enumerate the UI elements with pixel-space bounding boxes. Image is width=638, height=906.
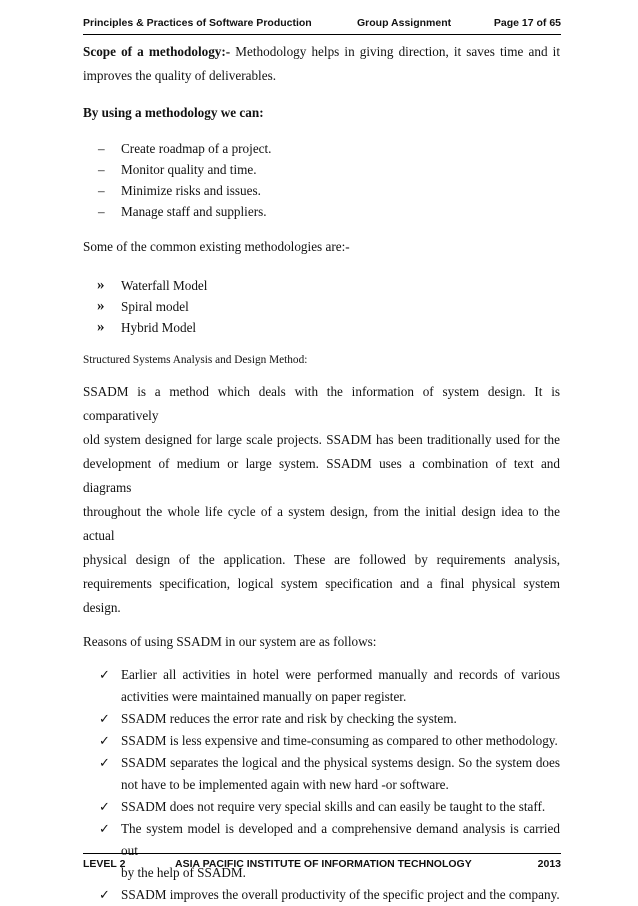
list-item-text: SSADM reduces the error rate and risk by checking the system. (121, 711, 457, 726)
list-item-text: Spiral model (121, 299, 189, 314)
list-item (83, 180, 560, 201)
list-item (83, 201, 560, 222)
dash-marker: – (98, 162, 105, 177)
page-header (83, 14, 561, 34)
footer-level: LEVEL 2 (83, 858, 126, 870)
list-item-text: Manage staff and suppliers. (121, 204, 267, 219)
ssadm-paragraph (83, 380, 560, 620)
footer-institute: ASIA PACIFIC INSTITUTE OF INFORMATION TECHNOLOGY (175, 858, 472, 870)
scope-text-line2: improves the quality of deliverables. (83, 68, 276, 83)
reasons-intro: Reasons of using SSADM in our system are as follows: (83, 634, 377, 649)
list-item-text: not have to be implemented again with new hard -or software. (121, 777, 449, 792)
list-item (83, 752, 560, 796)
common-intro: Some of the common existing methodologies are:- (83, 239, 350, 254)
list-item (83, 138, 560, 159)
chevron-double-right-icon: » (97, 319, 105, 335)
header-page-number: Page 17 of 65 (493, 17, 561, 29)
list-item (83, 708, 560, 730)
checkmark-icon: ✓ (99, 667, 110, 682)
header-divider (83, 34, 561, 35)
list-item-text: The system model is developed and a comprehensive demand analysis is carried out (121, 821, 560, 858)
list-item (83, 796, 560, 818)
list-item-text: Hybrid Model (121, 320, 197, 335)
ssadm-line: development of medium or large system. SSADM uses a combination of text and diagrams (83, 456, 560, 495)
ssadm-line: requirements specification, logical system specification and a final physical system design. (83, 576, 560, 615)
list-item (83, 275, 560, 296)
dash-marker: – (98, 204, 105, 219)
list-item (83, 317, 560, 338)
page-footer (83, 858, 561, 878)
list-item-text: SSADM is less expensive and time-consuming as compared to other methodology. (121, 733, 558, 748)
list-item-text: Minimize risks and issues. (121, 183, 261, 198)
footer-divider (83, 853, 561, 854)
list-item-text: Earlier all activities in hotel were performed manually and records of various (121, 667, 560, 682)
list-item-text: SSADM improves the overall productivity of the specific project and the company. (121, 887, 560, 902)
chevron-double-right-icon: » (97, 298, 105, 314)
scope-heading: Scope of a methodology:- (83, 44, 231, 59)
list-item (83, 159, 560, 180)
ssadm-title: Structured Systems Analysis and Design Method: (83, 354, 308, 366)
ssadm-line: old system designed for large scale projects. SSADM has been traditionally used for the (83, 432, 560, 447)
list-item-text: Create roadmap of a project. (121, 141, 272, 156)
by-using-heading: By using a methodology we can: (83, 105, 264, 120)
list-item-text: SSADM separates the logical and the physical systems design. So the system does (121, 755, 560, 770)
checkmark-icon: ✓ (99, 887, 110, 902)
ssadm-line: physical design of the application. These are followed by requirements analysis, (83, 552, 560, 567)
ssadm-line: SSADM is a method which deals with the information of system design. It is comparatively (83, 384, 560, 423)
dash-marker: – (98, 183, 105, 198)
checkmark-icon: ✓ (99, 821, 110, 836)
by-using-list (83, 138, 560, 222)
checkmark-icon: ✓ (99, 733, 110, 748)
list-item (83, 730, 560, 752)
methodologies-list (83, 275, 560, 338)
list-item-text: Waterfall Model (121, 278, 208, 293)
page-body (83, 40, 560, 906)
checkmark-icon: ✓ (99, 799, 110, 814)
checkmark-icon: ✓ (99, 755, 110, 770)
list-item-text: activities were maintained manually on paper register. (121, 689, 407, 704)
ssadm-line: throughout the whole life cycle of a system design, from the initial design idea to the actual (83, 504, 560, 543)
list-item (83, 664, 560, 708)
header-course-title: Principles & Practices of Software Production (83, 17, 312, 29)
checkmark-icon: ✓ (99, 711, 110, 726)
list-item-text: SSADM does not require very special skills and can easily be taught to the staff. (121, 799, 546, 814)
footer-year: 2013 (537, 858, 561, 870)
list-item-text: Monitor quality and time. (121, 162, 257, 177)
scope-paragraph-line1 (83, 40, 560, 64)
list-item (83, 296, 560, 317)
header-assignment-label: Group Assignment (357, 17, 452, 29)
chevron-double-right-icon: » (97, 277, 105, 293)
scope-text-line1: Methodology helps in giving direction, it saves time and it (235, 44, 560, 59)
list-item-text: by the help of SSADM. (121, 865, 246, 880)
dash-marker: – (98, 141, 105, 156)
